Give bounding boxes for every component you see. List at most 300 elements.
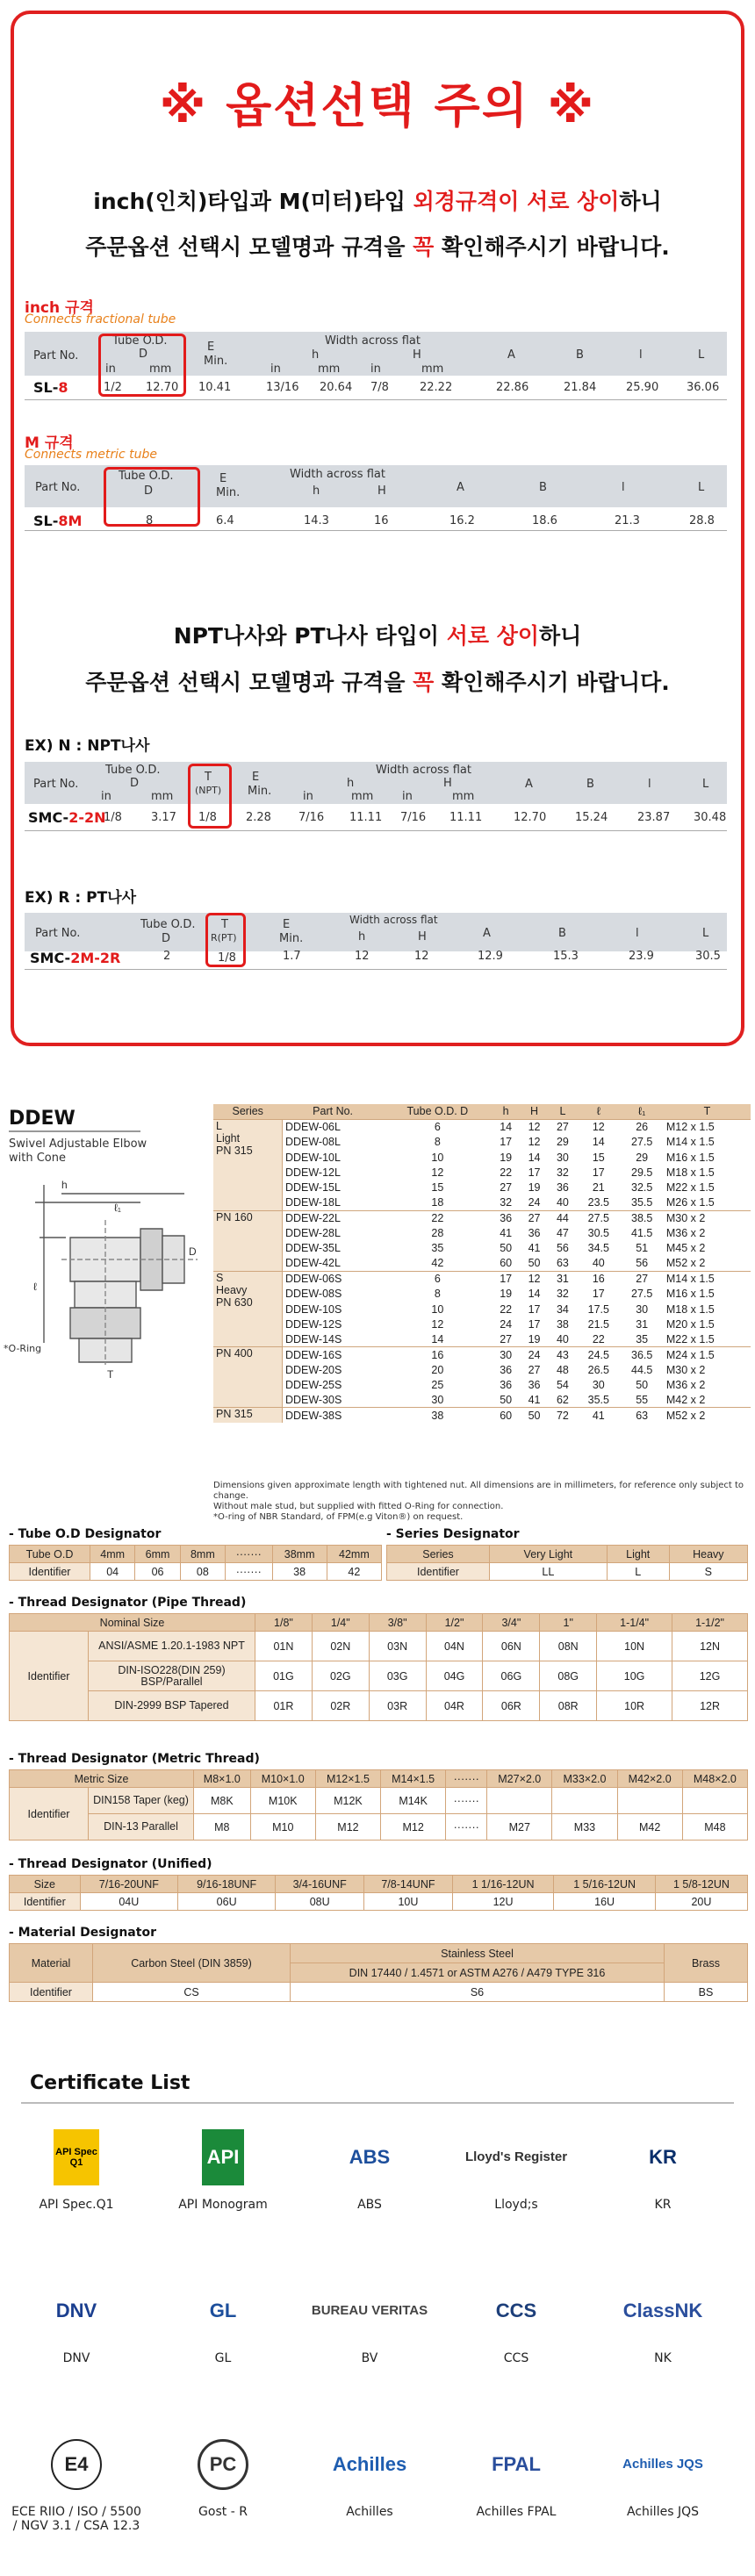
grid-cell: 08R: [540, 1691, 597, 1721]
spec-cell: 44: [549, 1210, 577, 1225]
grid-cell: [552, 1788, 617, 1814]
certificate-name: NK: [654, 2351, 672, 2365]
spec-cell: 36.5: [621, 1347, 664, 1362]
certificate-logo: E4: [51, 2439, 102, 2490]
spec-cell: 72: [549, 1408, 577, 1423]
spec-cell: M14 x 1.5: [665, 1136, 715, 1149]
table-row: [213, 1135, 751, 1150]
certificate-name: BV: [361, 2351, 378, 2365]
spec-cell: 34: [556, 1302, 569, 1316]
spec-cell: 56: [636, 1257, 649, 1270]
spec-cell: 29.5: [631, 1166, 653, 1179]
spec-cell: 16: [384, 1347, 492, 1362]
spec-cell: 17: [492, 1271, 520, 1286]
spec-header: Series: [213, 1104, 282, 1119]
ddew-subtitle-1: Swivel Adjustable Elbow: [9, 1137, 147, 1151]
spec-cell: 22: [592, 1332, 605, 1345]
spec-cell: 41.5: [631, 1227, 653, 1240]
svg-text:h: h: [61, 1179, 68, 1191]
spec-cell: 63: [556, 1257, 569, 1270]
spec-header: ℓ: [577, 1104, 620, 1119]
spec-cell: 30: [492, 1347, 520, 1362]
grid-cell: Tube O.D: [10, 1546, 90, 1563]
grid-cell: M10×1.0: [250, 1770, 315, 1788]
series-cell: [213, 1271, 282, 1346]
grid-cell: M10: [250, 1814, 315, 1841]
m-label: M 규격: [25, 434, 74, 452]
spec-cell: 50: [528, 1257, 541, 1270]
spec-cell: 56: [556, 1242, 569, 1255]
grid-cell: 8mm: [180, 1546, 225, 1563]
certificate-logo: CCS: [495, 2300, 537, 2321]
grid-cell: Metric Size: [10, 1770, 194, 1788]
grid-cell: M12×1.5: [315, 1770, 380, 1788]
spec-cell: M24 x 1.5: [664, 1347, 751, 1362]
table-row: [213, 1119, 751, 1134]
grid-cell: 20U: [655, 1893, 747, 1911]
grid-cell: M48: [682, 1814, 747, 1841]
grid-cell: ·······: [226, 1546, 272, 1563]
spec-cell: 12: [577, 1119, 620, 1134]
spec-cell: 41: [500, 1227, 513, 1240]
spec-cell: 44.5: [631, 1363, 653, 1376]
series-cell: [213, 1210, 282, 1271]
spec-cell: 12: [528, 1136, 541, 1149]
npt-part-number: SMC-2-2N: [28, 809, 106, 826]
certificate-item: [597, 2276, 729, 2365]
spec-cell: 24: [520, 1347, 548, 1362]
spec-cell: 19: [528, 1181, 541, 1195]
series-label: PN 315: [216, 1144, 253, 1157]
spec-cell: 10: [431, 1151, 444, 1164]
grid-cell: S: [669, 1563, 747, 1581]
spec-cell: 17.5: [587, 1302, 609, 1316]
spec-cell: 6: [384, 1119, 492, 1134]
certificate-title: Certificate List: [30, 2072, 191, 2094]
spec-cell: M45 x 2: [665, 1242, 706, 1255]
spec-cell: 40: [592, 1257, 605, 1270]
spec-cell: DDEW-25S: [284, 1378, 342, 1391]
grid-cell: Series: [387, 1546, 490, 1563]
series-title: - Series Designator: [386, 1527, 520, 1541]
grid-cell: 03R: [369, 1691, 426, 1721]
grid-cell: 1-1/2": [672, 1614, 748, 1632]
spec-cell: DDEW-20S: [284, 1363, 342, 1376]
certificate-item: [157, 2276, 289, 2365]
certificate-item: [597, 2122, 729, 2212]
certificate-logo: Achilles JQS: [622, 2457, 703, 2472]
spec-cell: 29: [556, 1136, 569, 1149]
table-row: [213, 1256, 751, 1271]
spec-cell: DDEW-35L: [284, 1242, 341, 1255]
grid-cell: 6mm: [135, 1546, 180, 1563]
spec-cell: 16: [577, 1271, 620, 1286]
spec-cell: M12 x 1.5: [664, 1119, 751, 1134]
grid-cell: Size: [10, 1876, 81, 1893]
grid-cell: 9/16-18UNF: [177, 1876, 275, 1893]
grid-cell: M12: [315, 1814, 380, 1841]
spec-cell: 12: [520, 1271, 548, 1286]
spec-cell: 32: [500, 1196, 513, 1209]
grid-cell: 08: [180, 1563, 225, 1581]
inch-part-number: SL-8: [33, 379, 68, 396]
certificate-name: API Spec.Q1: [39, 2198, 114, 2212]
grid-cell: [617, 1788, 682, 1814]
certificate-logo: KR: [649, 2146, 677, 2168]
certificate-logo: Lloyd's Register: [464, 2149, 568, 2164]
grid-cell: 06U: [177, 1893, 275, 1911]
spec-cell: 6: [384, 1271, 492, 1286]
grid-cell: M8: [194, 1814, 251, 1841]
ddew-notes: Dimensions given approximate length with tightened nut. All dimensions are in millimeters, for reference only subject to change. Without male stud, but supplied with fitted O-Ring for connection. *O-ring of NBR Standard, of FPM(e.g Viton®) on request.: [213, 1481, 744, 1522]
spec-cell: 21: [592, 1181, 605, 1195]
grid-cell: Heavy: [669, 1546, 747, 1563]
inch-sub: Connects fractional tube: [25, 312, 176, 326]
grid-cell: 01N: [255, 1632, 313, 1661]
spec-cell: 28: [431, 1227, 444, 1240]
grid-cell: 12R: [672, 1691, 748, 1721]
spec-cell: M52 x 2: [665, 1257, 706, 1270]
svg-text:ℓ₁: ℓ₁: [114, 1202, 121, 1214]
table-row: [213, 1347, 751, 1362]
grid-cell: 02R: [312, 1691, 369, 1721]
spec-cell: 22: [500, 1302, 513, 1316]
spec-cell: 17: [592, 1166, 605, 1179]
notice-line-1: inch(인치)타입과 M(미터)타입 외경규격이 서로 상이하니: [93, 189, 662, 214]
certificate-item: [11, 2276, 142, 2365]
series-label: L: [216, 1119, 222, 1132]
spec-cell: 27: [621, 1271, 664, 1286]
npt-label: EX) N : NPT나사: [25, 737, 150, 755]
grid-cell: 04U: [80, 1893, 177, 1911]
unified-thread-title: - Thread Designator (Unified): [9, 1857, 212, 1871]
elbow-drawing: [9, 1167, 206, 1381]
m-part-number: SL-8M: [33, 513, 83, 529]
spec-cell: M16 x 1.5: [665, 1151, 715, 1164]
certificate-logo: API Spec Q1: [54, 2129, 99, 2185]
grid-cell: 1": [540, 1614, 597, 1632]
grid-cell: 02N: [312, 1632, 369, 1661]
spec-cell: M22 x 1.5: [665, 1332, 715, 1345]
spec-cell: 63: [621, 1408, 664, 1423]
spec-cell: 50: [520, 1408, 548, 1423]
spec-cell: 20: [431, 1363, 444, 1376]
grid-cell: Identifier: [10, 1893, 81, 1911]
certificate-logo: Achilles: [332, 2453, 407, 2475]
grid-cell: 02G: [312, 1661, 369, 1691]
grid-cell: DIN-ISO228(DIN 259) BSP/Parallel: [89, 1661, 255, 1691]
spec-cell: 8: [434, 1136, 441, 1149]
grid-cell: ·······: [446, 1814, 487, 1841]
spec-cell: DDEW-30S: [284, 1394, 342, 1407]
grid-cell: M14K: [381, 1788, 446, 1814]
tube-od-title: - Tube O.D Designator: [9, 1527, 162, 1541]
spec-cell: 50: [500, 1394, 513, 1407]
tube-od-table: [9, 1545, 382, 1581]
spec-cell: 29: [636, 1151, 649, 1164]
grid-cell: 10G: [597, 1661, 672, 1691]
grid-cell: M8×1.0: [194, 1770, 251, 1788]
grid-cell: M27: [487, 1814, 552, 1841]
grid-cell: Nominal Size: [10, 1614, 255, 1632]
grid-cell: M42: [617, 1814, 682, 1841]
grid-cell: ·······: [446, 1770, 487, 1788]
spec-cell: DDEW-18L: [284, 1196, 341, 1209]
spec-cell: 41: [528, 1242, 541, 1255]
grid-cell: M48×2.0: [682, 1770, 747, 1788]
spec-cell: M30 x 2: [665, 1363, 706, 1376]
spec-cell: 27.5: [577, 1210, 620, 1225]
grid-cell: DIN-2999 BSP Tapered: [89, 1691, 255, 1721]
certificate-logo: FPAL: [492, 2453, 541, 2475]
spec-cell: 35.5: [631, 1196, 653, 1209]
table-row: [213, 1331, 751, 1346]
certificate-name: CCS: [503, 2351, 529, 2365]
spec-cell: 36: [500, 1363, 513, 1376]
grid-cell: 1 5/16-12UN: [554, 1876, 656, 1893]
certificate-item: [450, 2276, 582, 2365]
grid-cell: 08N: [540, 1632, 597, 1661]
spec-cell: 12: [431, 1317, 444, 1331]
grid-cell: L: [607, 1563, 669, 1581]
spec-cell: 30: [636, 1302, 649, 1316]
grid-cell: 7/16-20UNF: [80, 1876, 177, 1893]
spec-cell: DDEW-22L: [282, 1210, 383, 1225]
spec-cell: 38: [384, 1408, 492, 1423]
spec-cell: 38: [556, 1317, 569, 1331]
grid-cell: M27×2.0: [487, 1770, 552, 1788]
metric-thread-title: - Thread Designator (Metric Thread): [9, 1752, 260, 1766]
oring-label: *O-Ring: [4, 1343, 42, 1354]
spec-cell: DDEW-10S: [284, 1302, 342, 1316]
spec-header: T: [664, 1104, 751, 1119]
grid-cell: 4mm: [90, 1546, 135, 1563]
grid-cell: 06N: [483, 1632, 540, 1661]
grid-cell: 1 1/16-12UN: [452, 1876, 554, 1893]
spec-cell: DDEW-06S: [282, 1271, 383, 1286]
spec-cell: M20 x 1.5: [665, 1317, 715, 1331]
spec-cell: DDEW-12S: [284, 1317, 342, 1331]
certificate-name: Gost - R: [198, 2505, 248, 2519]
grid-cell: M33: [552, 1814, 617, 1841]
grid-cell: 12N: [672, 1632, 748, 1661]
spec-cell: M30 x 2: [664, 1210, 751, 1225]
certificate-item: [11, 2122, 142, 2212]
table-row: [213, 1180, 751, 1195]
spec-cell: M42 x 2: [665, 1394, 706, 1407]
spec-cell: 27.5: [631, 1136, 653, 1149]
spec-header: H: [520, 1104, 548, 1119]
spec-cell: 41: [528, 1394, 541, 1407]
ddew-subtitle-2: with Cone: [9, 1152, 66, 1165]
spec-cell: 17: [500, 1136, 513, 1149]
spec-cell: 22: [500, 1166, 513, 1179]
grid-cell: 12U: [452, 1893, 554, 1911]
spec-cell: 40: [556, 1196, 569, 1209]
certificate-name: API Monogram: [178, 2198, 268, 2212]
spec-cell: 50: [500, 1242, 513, 1255]
grid-cell: 10U: [364, 1893, 453, 1911]
spec-cell: 32: [556, 1288, 569, 1301]
series-label: Light: [216, 1131, 241, 1144]
certificate-logo: PC: [198, 2439, 248, 2490]
spec-cell: 32: [556, 1166, 569, 1179]
spec-cell: 8: [434, 1288, 441, 1301]
grid-cell: DIN-13 Parallel: [89, 1814, 194, 1841]
spec-cell: 18: [431, 1196, 444, 1209]
certificate-item: [304, 2276, 435, 2365]
spec-header: ℓ₁: [621, 1104, 664, 1119]
spec-cell: 36: [492, 1210, 520, 1225]
table-row: [213, 1302, 751, 1317]
spec-cell: DDEW-08L: [284, 1136, 341, 1149]
inch-label: inch 규격: [25, 299, 94, 317]
table-row: [213, 1165, 751, 1180]
spec-cell: 38.5: [621, 1210, 664, 1225]
svg-text:T: T: [107, 1368, 114, 1381]
spec-cell: 10: [431, 1302, 444, 1316]
svg-text:ℓ: ℓ: [33, 1281, 37, 1293]
spec-cell: 19: [528, 1332, 541, 1345]
pt-t-highlight: [205, 913, 246, 967]
grid-cell: ANSI/ASME 1.20.1-1983 NPT: [89, 1632, 255, 1661]
spec-cell: 12: [431, 1166, 444, 1179]
spec-cell: 30: [592, 1378, 605, 1391]
spec-cell: 27: [520, 1210, 548, 1225]
grid-cell: 01R: [255, 1691, 313, 1721]
spec-cell: 19: [500, 1151, 513, 1164]
spec-cell: 23.5: [587, 1196, 609, 1209]
grid-cell: 08G: [540, 1661, 597, 1691]
spec-cell: 30.5: [587, 1227, 609, 1240]
ddew-spec-table: [213, 1104, 751, 1423]
spec-cell: 30: [431, 1394, 444, 1407]
spec-cell: 27: [549, 1119, 577, 1134]
pt-label: EX) R : PT나사: [25, 889, 137, 907]
series-label: PN 630: [216, 1295, 253, 1309]
m-tube-highlight: [104, 467, 200, 527]
spec-cell: 47: [556, 1227, 569, 1240]
spec-cell: 55: [636, 1394, 649, 1407]
spec-cell: M18 x 1.5: [665, 1166, 715, 1179]
spec-cell: 40: [556, 1332, 569, 1345]
grid-cell: 38mm: [272, 1546, 327, 1563]
spec-cell: 14: [528, 1151, 541, 1164]
spec-cell: DDEW-28L: [284, 1227, 341, 1240]
grid-cell: Identifier: [10, 1788, 89, 1841]
notice-line-2: 주문옵션 선택시 모델명과 규격을 꼭 확인해주시기 바랍니다.: [85, 234, 670, 260]
grid-cell: 38: [272, 1563, 327, 1581]
notice-line-4: 주문옵션 선택시 모델명과 규격을 꼭 확인해주시기 바랍니다.: [85, 670, 670, 695]
certificate-logo: ClassNK: [622, 2300, 703, 2321]
spec-cell: 31: [636, 1317, 649, 1331]
grid-cell: 3/8": [369, 1614, 426, 1632]
series-cell: [213, 1408, 282, 1423]
grid-cell: Identifier: [10, 1563, 90, 1581]
grid-cell: 1/8": [255, 1614, 313, 1632]
series-table: [386, 1545, 748, 1581]
grid-cell: M8K: [194, 1788, 251, 1814]
spec-cell: DDEW-12L: [284, 1166, 341, 1179]
certificate-item: [157, 2122, 289, 2212]
grid-cell: 7/8-14UNF: [364, 1876, 453, 1893]
table-row: [213, 1195, 751, 1210]
npt-t-highlight: [188, 764, 232, 829]
spec-cell: 17: [528, 1302, 541, 1316]
grid-cell: Identifier: [387, 1563, 490, 1581]
spec-cell: 24.5: [577, 1347, 620, 1362]
spec-cell: 26.5: [587, 1363, 609, 1376]
certificate-name: ECE RIIO / ISO / 5500 / NGV 3.1 / CSA 12.3: [11, 2505, 141, 2533]
spec-cell: 15: [592, 1151, 605, 1164]
svg-text:D: D: [189, 1245, 197, 1258]
spec-cell: 62: [556, 1394, 569, 1407]
certificate-logo: ABS: [349, 2146, 391, 2168]
spec-cell: 17: [592, 1288, 605, 1301]
spec-cell: 27: [528, 1363, 541, 1376]
metric-thread-table: [9, 1769, 748, 1841]
grid-cell: 06R: [483, 1691, 540, 1721]
spec-cell: DDEW-38S: [282, 1408, 383, 1423]
spec-cell: 26: [621, 1119, 664, 1134]
spec-cell: 36: [500, 1378, 513, 1391]
grid-cell: M12: [381, 1814, 446, 1841]
grid-cell: DIN158 Taper (keg): [89, 1788, 194, 1814]
spec-cell: 22: [384, 1210, 492, 1225]
table-row: [213, 1377, 751, 1392]
pipe-thread-title: - Thread Designator (Pipe Thread): [9, 1596, 247, 1610]
grid-cell: 3/4-16UNF: [276, 1876, 364, 1893]
pipe-thread-table: [9, 1613, 748, 1721]
spec-cell: DDEW-42L: [284, 1257, 341, 1270]
notice-title: ※ 옵션선택 주의 ※: [159, 78, 596, 133]
spec-cell: 30: [556, 1151, 569, 1164]
spec-cell: M18 x 1.5: [665, 1302, 715, 1316]
grid-cell: M33×2.0: [552, 1770, 617, 1788]
spec-cell: 60: [500, 1257, 513, 1270]
spec-cell: 15: [431, 1181, 444, 1195]
spec-cell: 36: [528, 1378, 541, 1391]
spec-cell: 27: [500, 1181, 513, 1195]
spec-cell: 41: [577, 1408, 620, 1423]
table-row: [213, 1362, 751, 1377]
grid-cell: 03N: [369, 1632, 426, 1661]
spec-cell: DDEW-16S: [282, 1347, 383, 1362]
grid-cell: 06G: [483, 1661, 540, 1691]
certificate-item: [450, 2122, 582, 2212]
grid-cell: 04G: [426, 1661, 483, 1691]
grid-cell: 3/4": [483, 1614, 540, 1632]
spec-cell: M14 x 1.5: [664, 1271, 751, 1286]
spec-cell: 21.5: [587, 1317, 609, 1331]
spec-cell: 27.5: [631, 1288, 653, 1301]
spec-cell: 42: [431, 1257, 444, 1270]
material-table: Material Carbon Steel (DIN 3859) Stainless Steel Brass DIN 17440 / 1.4571 or ASTM A276 / A479 TYPE 316 Identifier CS S6 BS: [9, 1943, 748, 2002]
grid-cell: 03G: [369, 1661, 426, 1691]
grid-cell: Very Light: [489, 1546, 607, 1563]
grid-cell: 10R: [597, 1691, 672, 1721]
spec-cell: DDEW-15L: [284, 1181, 341, 1195]
table-row: [213, 1287, 751, 1302]
spec-cell: 12: [520, 1119, 548, 1134]
certificate-item: [304, 2429, 435, 2519]
spec-cell: M36 x 2: [665, 1378, 706, 1391]
spec-cell: 14: [592, 1136, 605, 1149]
grid-cell: 10N: [597, 1632, 672, 1661]
spec-cell: 19: [500, 1288, 513, 1301]
certificate-name: Achilles JQS: [627, 2505, 699, 2519]
spec-cell: 48: [556, 1363, 569, 1376]
